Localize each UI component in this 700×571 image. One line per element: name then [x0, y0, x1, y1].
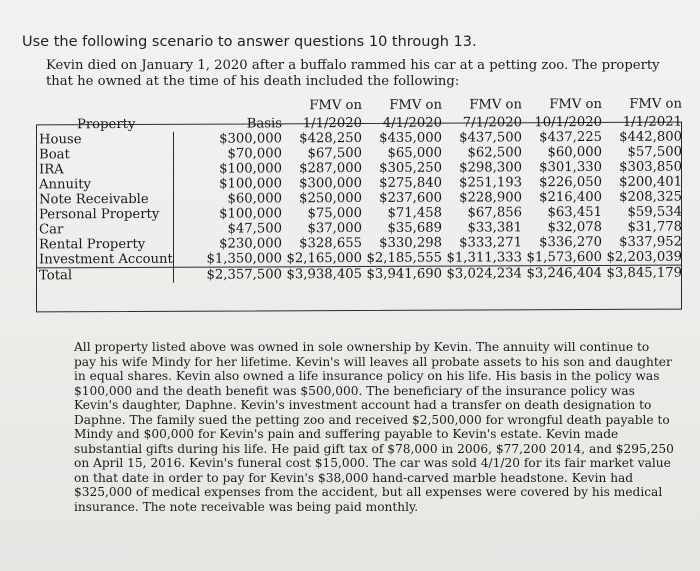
question-instructions: Use the following scenario to answer questions 10 through 13.	[22, 34, 477, 50]
cell-basis: $100,000	[219, 206, 282, 222]
total-fmv: $3,024,234	[442, 266, 522, 282]
cell-fmv: $65,000	[387, 145, 442, 161]
scenario-intro: Kevin died on January 1, 2020 after a buffalo rammed his car at a petting zoo. The property that he owned at the time of his death included the following:	[46, 58, 660, 89]
header-row-fmv	[36, 96, 682, 115]
column-header-date-1: 1/1/2020	[302, 115, 362, 132]
cell-fmv: $60,000	[547, 144, 602, 161]
cell-fmv: $216,400	[539, 189, 602, 206]
cell-fmv: $35,689	[387, 220, 442, 236]
cell-fmv: $437,500	[459, 130, 522, 146]
cell-fmv: $2,185,555	[366, 250, 442, 266]
cell-fmv: $336,270	[539, 234, 602, 251]
column-header-property: Property	[76, 116, 136, 133]
cell-basis: $300,000	[219, 131, 282, 147]
cell-fmv: $67,856	[467, 205, 522, 221]
cell-fmv: $435,000	[379, 130, 442, 146]
cell-fmv: $71,458	[387, 205, 442, 221]
fmv-label-3: FMV on	[469, 97, 522, 113]
cell-fmv: $59,534	[627, 204, 682, 220]
column-header-date-5: 1/1/2021	[622, 114, 682, 130]
property-table	[36, 96, 682, 284]
cell-fmv: $62,500	[467, 145, 522, 161]
total-fmv: $3,845,179	[602, 265, 682, 281]
cell-fmv: $75,000	[307, 205, 362, 222]
cell-basis: $1,350,000	[206, 251, 282, 267]
scenario-details: All property listed above was owned in sole ownership by Kevin. The annuity will continue to pay his wife Mindy for her lifetime. Kevin's will leaves all probate assets to his son and daughter in equal shares. Kevin also owned a life insurance policy on his life. His basis in the policy was $100,000 and the death benefit was $500,000. The beneficiary of the insurance policy was Kevin's daughter, Daphne. Kevin's investment account had a transfer on death designation to Daphne. The family sued the petting zoo and received $2,500,000 for wrongful death payable to Mindy and $00,000 for Kevin's pain and suffering payable to Kevin's estate. Kevin made substantial gifts during his life. He paid gift tax of $78,000 in 2006, $77,200 2014, and $295,250 on April 15, 2016. Kevin's funeral cost $15,000. The car was sold 4/1/20 for its fair market value on that date in order to pay for Kevin's $38,000 hand-carved marble headstone. Kevin had $325,000 of medical expenses from the accident, but all expenses were covered by his medical insurance. The note receivable was being paid monthly.	[74, 340, 674, 514]
row-label: Annuity	[36, 177, 173, 193]
cell-basis: $100,000	[219, 161, 282, 177]
cell-basis: $230,000	[219, 236, 282, 252]
row-label: Boat	[36, 147, 173, 163]
fmv-label-2: FMV on	[389, 97, 442, 113]
cell-fmv: $300,000	[299, 175, 362, 192]
column-header-date-2: 4/1/2020	[382, 115, 442, 131]
cell-fmv: $33,381	[467, 220, 522, 236]
row-label: House	[36, 132, 173, 148]
cell-fmv: $437,225	[539, 129, 602, 146]
cell-fmv: $237,600	[379, 190, 442, 206]
row-label: Car	[36, 222, 173, 238]
cell-fmv: $337,952	[619, 234, 682, 250]
cell-fmv: $1,573,600	[526, 249, 602, 266]
cell-basis: $60,000	[227, 191, 282, 207]
fmv-label-1: FMV on	[309, 97, 362, 114]
column-header-date-4: 10/1/2020	[534, 114, 602, 131]
column-header-basis: Basis	[246, 116, 282, 132]
cell-fmv: $57,500	[627, 144, 682, 160]
total-basis: $2,357,500	[173, 267, 282, 283]
cell-fmv: $333,271	[459, 235, 522, 251]
cell-fmv: $2,165,000	[286, 250, 362, 267]
total-fmv: $3,941,690	[362, 266, 442, 282]
cell-fmv: $328,655	[299, 235, 362, 252]
cell-fmv: $301,330	[539, 159, 602, 176]
fmv-label-5: FMV on	[629, 96, 682, 112]
cell-fmv: $287,000	[299, 160, 362, 177]
total-label: Total	[36, 267, 173, 283]
cell-fmv: $275,840	[379, 175, 442, 191]
cell-fmv: $428,250	[299, 130, 362, 147]
row-label: IRA	[36, 162, 173, 178]
cell-basis: $70,000	[227, 146, 282, 162]
cell-fmv: $208,325	[619, 189, 682, 205]
cell-fmv: $442,800	[619, 129, 682, 145]
cell-fmv: $305,250	[379, 160, 442, 176]
total-fmv: $3,246,404	[522, 265, 602, 281]
fmv-label-4: FMV on	[549, 96, 602, 113]
total-fmv: $3,938,405	[282, 266, 362, 282]
cell-fmv: $303,850	[619, 159, 682, 175]
cell-basis: $47,500	[227, 221, 282, 237]
cell-fmv: $228,900	[459, 190, 522, 206]
cell-fmv: $226,050	[539, 174, 602, 191]
cell-fmv: $1,311,333	[446, 250, 522, 266]
cell-fmv: $32,078	[547, 219, 602, 236]
row-label: Investment Account	[36, 252, 173, 268]
cell-fmv: $31,778	[627, 219, 682, 235]
cell-fmv: $63,451	[547, 204, 602, 221]
cell-fmv: $330,298	[379, 235, 442, 251]
row-label: Rental Property	[36, 237, 173, 253]
row-label: Personal Property	[36, 207, 173, 223]
cell-fmv: $2,203,039	[606, 249, 682, 265]
cell-fmv: $250,000	[299, 190, 362, 207]
column-header-date-3: 7/1/2020	[462, 115, 522, 131]
cell-fmv: $251,193	[459, 175, 522, 191]
row-label: Note Receivable	[36, 192, 173, 208]
cell-fmv: $298,300	[459, 160, 522, 176]
cell-fmv: $67,500	[307, 145, 362, 162]
cell-fmv: $200,401	[619, 174, 682, 190]
total-row	[36, 265, 682, 283]
cell-fmv: $37,000	[307, 220, 362, 237]
cell-basis: $100,000	[219, 176, 282, 192]
